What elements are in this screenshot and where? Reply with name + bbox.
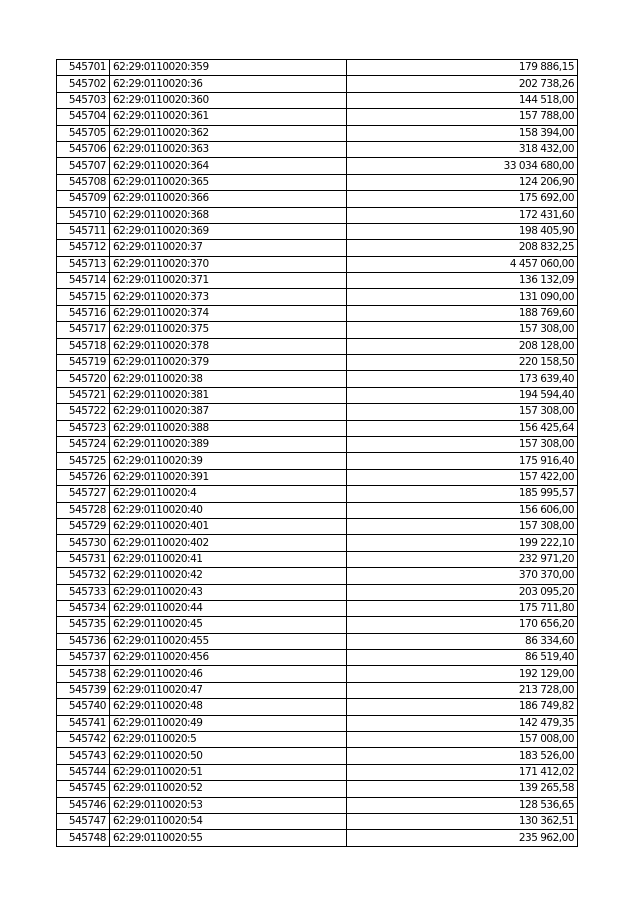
cadastral-number-cell: 62:29:0110020:365 [110,174,347,190]
cadastral-number-cell: 62:29:0110020:401 [110,518,347,534]
cadastral-number-cell: 62:29:0110020:402 [110,535,347,551]
table-row [57,404,578,420]
row-number-cell: 545706 [57,141,110,157]
cadastral-value-cell: 157 008,00 [347,732,578,748]
cadastral-number-cell: 62:29:0110020:53 [110,797,347,813]
cadastral-value-cell: 186 749,82 [347,699,578,715]
cadastral-number-cell: 62:29:0110020:42 [110,568,347,584]
cadastral-value-table [56,59,578,847]
row-number-cell: 545740 [57,699,110,715]
cadastral-value-cell: 158 394,00 [347,125,578,141]
row-number-cell: 545714 [57,273,110,289]
table-row [57,141,578,157]
cadastral-value-cell: 157 308,00 [347,322,578,338]
cadastral-value-cell: 157 308,00 [347,436,578,452]
cadastral-number-cell: 62:29:0110020:49 [110,715,347,731]
cadastral-number-cell: 62:29:0110020:52 [110,781,347,797]
table-row [57,109,578,125]
table-row [57,732,578,748]
cadastral-value-cell: 139 265,58 [347,781,578,797]
table-row [57,387,578,403]
row-number-cell: 545717 [57,322,110,338]
cadastral-number-cell: 62:29:0110020:368 [110,207,347,223]
cadastral-number-cell: 62:29:0110020:55 [110,830,347,846]
table-row [57,666,578,682]
table-row [57,518,578,534]
row-number-cell: 545735 [57,617,110,633]
row-number-cell: 545746 [57,797,110,813]
cadastral-value-cell: 156 425,64 [347,420,578,436]
table-row [57,338,578,354]
cadastral-number-cell: 62:29:0110020:455 [110,633,347,649]
row-number-cell: 545728 [57,502,110,518]
cadastral-number-cell: 62:29:0110020:45 [110,617,347,633]
cadastral-value-cell: 179 886,15 [347,60,578,76]
table-row [57,207,578,223]
cadastral-number-cell: 62:29:0110020:46 [110,666,347,682]
cadastral-value-cell: 203 095,20 [347,584,578,600]
row-number-cell: 545734 [57,600,110,616]
row-number-cell: 545726 [57,469,110,485]
cadastral-number-cell: 62:29:0110020:48 [110,699,347,715]
row-number-cell: 545705 [57,125,110,141]
table-row [57,469,578,485]
cadastral-number-cell: 62:29:0110020:51 [110,764,347,780]
cadastral-number-cell: 62:29:0110020:40 [110,502,347,518]
cadastral-value-cell: 144 518,00 [347,92,578,108]
cadastral-value-cell: 4 457 060,00 [347,256,578,272]
document-page [56,59,577,847]
cadastral-number-cell: 62:29:0110020:388 [110,420,347,436]
table-row [57,682,578,698]
cadastral-number-cell: 62:29:0110020:381 [110,387,347,403]
cadastral-value-cell: 124 206,90 [347,174,578,190]
row-number-cell: 545707 [57,158,110,174]
cadastral-value-cell: 136 132,09 [347,273,578,289]
cadastral-value-cell: 194 594,40 [347,387,578,403]
table-row [57,240,578,256]
table-row [57,289,578,305]
cadastral-value-cell: 318 432,00 [347,141,578,157]
table-row [57,223,578,239]
table-row [57,699,578,715]
row-number-cell: 545744 [57,764,110,780]
row-number-cell: 545733 [57,584,110,600]
cadastral-number-cell: 62:29:0110020:378 [110,338,347,354]
cadastral-number-cell: 62:29:0110020:47 [110,682,347,698]
cadastral-number-cell: 62:29:0110020:389 [110,436,347,452]
table-row [57,125,578,141]
cadastral-value-cell: 175 916,40 [347,453,578,469]
row-number-cell: 545739 [57,682,110,698]
cadastral-value-cell: 232 971,20 [347,551,578,567]
cadastral-number-cell: 62:29:0110020:379 [110,355,347,371]
cadastral-value-cell: 142 479,35 [347,715,578,731]
cadastral-value-cell: 173 639,40 [347,371,578,387]
cadastral-value-cell: 185 995,57 [347,486,578,502]
row-number-cell: 545731 [57,551,110,567]
cadastral-value-cell: 170 656,20 [347,617,578,633]
cadastral-value-cell: 157 308,00 [347,404,578,420]
table-row [57,633,578,649]
cadastral-number-cell: 62:29:0110020:366 [110,191,347,207]
row-number-cell: 545708 [57,174,110,190]
table-row [57,797,578,813]
cadastral-value-cell: 235 962,00 [347,830,578,846]
cadastral-value-cell: 171 412,02 [347,764,578,780]
row-number-cell: 545713 [57,256,110,272]
cadastral-value-cell: 213 728,00 [347,682,578,698]
table-row [57,781,578,797]
cadastral-number-cell: 62:29:0110020:456 [110,650,347,666]
table-row [57,830,578,846]
cadastral-value-cell: 370 370,00 [347,568,578,584]
cadastral-value-cell: 175 692,00 [347,191,578,207]
row-number-cell: 545722 [57,404,110,420]
row-number-cell: 545701 [57,60,110,76]
cadastral-number-cell: 62:29:0110020:373 [110,289,347,305]
cadastral-number-cell: 62:29:0110020:370 [110,256,347,272]
table-row [57,355,578,371]
row-number-cell: 545709 [57,191,110,207]
cadastral-number-cell: 62:29:0110020:363 [110,141,347,157]
cadastral-number-cell: 62:29:0110020:362 [110,125,347,141]
cadastral-value-cell: 202 738,26 [347,76,578,92]
row-number-cell: 545715 [57,289,110,305]
row-number-cell: 545738 [57,666,110,682]
cadastral-value-cell: 220 158,50 [347,355,578,371]
cadastral-number-cell: 62:29:0110020:364 [110,158,347,174]
cadastral-number-cell: 62:29:0110020:4 [110,486,347,502]
table-row [57,158,578,174]
table-row [57,273,578,289]
row-number-cell: 545737 [57,650,110,666]
row-number-cell: 545729 [57,518,110,534]
row-number-cell: 545712 [57,240,110,256]
cadastral-number-cell: 62:29:0110020:374 [110,305,347,321]
cadastral-value-cell: 130 362,51 [347,813,578,829]
cadastral-value-cell: 157 308,00 [347,518,578,534]
cadastral-number-cell: 62:29:0110020:371 [110,273,347,289]
table-row [57,715,578,731]
cadastral-value-cell: 199 222,10 [347,535,578,551]
row-number-cell: 545736 [57,633,110,649]
cadastral-number-cell: 62:29:0110020:387 [110,404,347,420]
cadastral-number-cell: 62:29:0110020:43 [110,584,347,600]
row-number-cell: 545727 [57,486,110,502]
row-number-cell: 545720 [57,371,110,387]
cadastral-number-cell: 62:29:0110020:44 [110,600,347,616]
table-row [57,502,578,518]
table-row [57,617,578,633]
table-row [57,453,578,469]
cadastral-number-cell: 62:29:0110020:41 [110,551,347,567]
cadastral-number-cell: 62:29:0110020:360 [110,92,347,108]
table-body [57,60,578,847]
table-row [57,60,578,76]
table-row [57,92,578,108]
table-row [57,191,578,207]
table-row [57,584,578,600]
row-number-cell: 545718 [57,338,110,354]
table-row [57,813,578,829]
cadastral-number-cell: 62:29:0110020:369 [110,223,347,239]
row-number-cell: 545748 [57,830,110,846]
cadastral-number-cell: 62:29:0110020:36 [110,76,347,92]
table-row [57,650,578,666]
cadastral-value-cell: 188 769,60 [347,305,578,321]
row-number-cell: 545745 [57,781,110,797]
table-row [57,76,578,92]
table-row [57,551,578,567]
table-row [57,322,578,338]
row-number-cell: 545721 [57,387,110,403]
cadastral-value-cell: 157 788,00 [347,109,578,125]
cadastral-number-cell: 62:29:0110020:391 [110,469,347,485]
cadastral-value-cell: 172 431,60 [347,207,578,223]
cadastral-value-cell: 192 129,00 [347,666,578,682]
cadastral-value-cell: 208 128,00 [347,338,578,354]
row-number-cell: 545732 [57,568,110,584]
table-row [57,305,578,321]
cadastral-value-cell: 208 832,25 [347,240,578,256]
cadastral-value-cell: 183 526,00 [347,748,578,764]
cadastral-number-cell: 62:29:0110020:38 [110,371,347,387]
table-row [57,568,578,584]
table-row [57,535,578,551]
row-number-cell: 545724 [57,436,110,452]
table-row [57,436,578,452]
cadastral-value-cell: 157 422,00 [347,469,578,485]
table-row [57,256,578,272]
row-number-cell: 545711 [57,223,110,239]
row-number-cell: 545725 [57,453,110,469]
cadastral-value-cell: 86 334,60 [347,633,578,649]
table-row [57,486,578,502]
cadastral-value-cell: 198 405,90 [347,223,578,239]
row-number-cell: 545704 [57,109,110,125]
row-number-cell: 545710 [57,207,110,223]
cadastral-number-cell: 62:29:0110020:39 [110,453,347,469]
cadastral-number-cell: 62:29:0110020:50 [110,748,347,764]
cadastral-value-cell: 33 034 680,00 [347,158,578,174]
cadastral-number-cell: 62:29:0110020:37 [110,240,347,256]
table-row [57,174,578,190]
cadastral-value-cell: 175 711,80 [347,600,578,616]
cadastral-value-cell: 128 536,65 [347,797,578,813]
cadastral-number-cell: 62:29:0110020:361 [110,109,347,125]
row-number-cell: 545702 [57,76,110,92]
table-row [57,420,578,436]
cadastral-number-cell: 62:29:0110020:5 [110,732,347,748]
cadastral-number-cell: 62:29:0110020:54 [110,813,347,829]
cadastral-value-cell: 86 519,40 [347,650,578,666]
row-number-cell: 545730 [57,535,110,551]
row-number-cell: 545716 [57,305,110,321]
row-number-cell: 545747 [57,813,110,829]
row-number-cell: 545742 [57,732,110,748]
cadastral-value-cell: 131 090,00 [347,289,578,305]
table-row [57,764,578,780]
row-number-cell: 545743 [57,748,110,764]
table-row [57,371,578,387]
row-number-cell: 545723 [57,420,110,436]
row-number-cell: 545719 [57,355,110,371]
table-row [57,748,578,764]
row-number-cell: 545703 [57,92,110,108]
table-row [57,600,578,616]
cadastral-number-cell: 62:29:0110020:359 [110,60,347,76]
cadastral-number-cell: 62:29:0110020:375 [110,322,347,338]
row-number-cell: 545741 [57,715,110,731]
cadastral-value-cell: 156 606,00 [347,502,578,518]
